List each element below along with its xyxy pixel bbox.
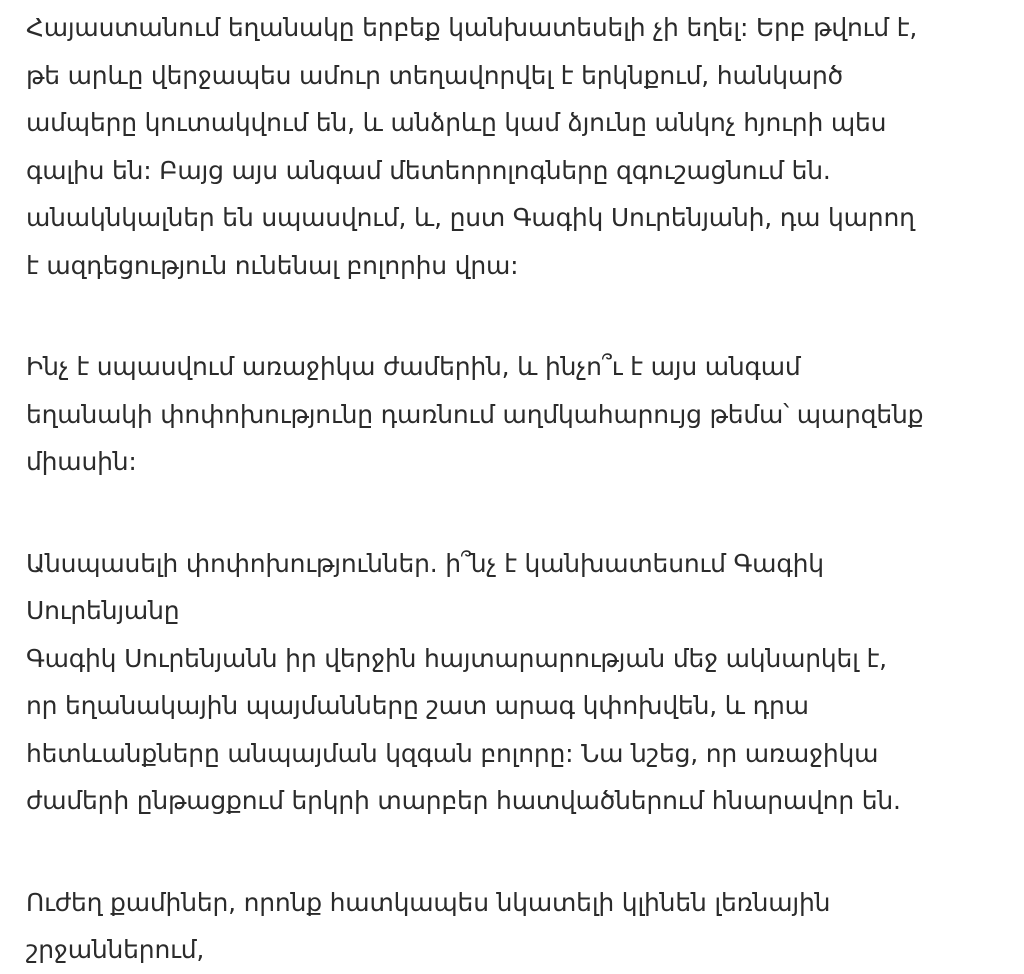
paragraph-spacer [26, 289, 1006, 343]
text-line: Անսպասելի փոփոխություններ. ի՞նչ է կանխատեսում Գագիկ [26, 548, 824, 578]
text-line: ամպերը կուտակվում են, և անձրևը կամ ձյունը անկոչ հյուրի պես [26, 108, 887, 137]
text-line: որ եղանակային պայմանները շատ արագ կփոխվեն, և դրա [26, 691, 809, 720]
text-line: ժամերի ընթացքում երկրի տարբեր հատվածներում հնարավոր են. [26, 786, 901, 815]
text-line: է ազդեցություն ունենալ բոլորիս վրա: [26, 250, 519, 280]
paragraph-intro [26, 4, 1006, 289]
text-line: հետևանքները անպայման կզգան բոլորը: Նա նշեց, որ առաջիկա [26, 738, 879, 768]
text-line: գալիս են: Բայց այս անգամ մետեորոլոգները զգուշացնում են. [26, 155, 831, 185]
paragraph-spacer [26, 486, 1006, 540]
article-body [26, 4, 1006, 974]
text-line: եղանակի փոփոխությունը դառնում աղմկահարույց թեմա՝ պարզենք [26, 399, 924, 429]
text-line: թե արևը վերջապես ամուր տեղավորվել է երկնքում, հանկարծ [26, 60, 844, 90]
paragraph-spacer [26, 825, 1006, 879]
text-line: Հայաստանում եղանակը երբեք կանխատեսելի չի եղել: Երբ թվում է, [26, 13, 918, 42]
paragraph-forecast [26, 540, 1006, 825]
text-line: Ինչ է սպասվում առաջիկա ժամերին, և ինչո՞ւ է այս անգամ [26, 352, 801, 381]
paragraph-winds [26, 879, 1006, 974]
text-line: անակնկալներ են սպասվում, և, ըստ Գագիկ Սուրենյանի, դա կարող [26, 203, 915, 232]
text-line: միասին: [26, 447, 137, 476]
text-line: Ուժեղ քամիներ, որոնք հատկապես նկատելի կլինեն լեռնային [26, 887, 831, 917]
text-line: Սուրենյանը [26, 596, 180, 625]
text-line: Գագիկ Սուրենյանն իր վերջին հայտարարության մեջ ակնարկել է, [26, 643, 887, 673]
text-line: շրջաններում, [26, 935, 205, 964]
paragraph-question [26, 343, 1006, 486]
